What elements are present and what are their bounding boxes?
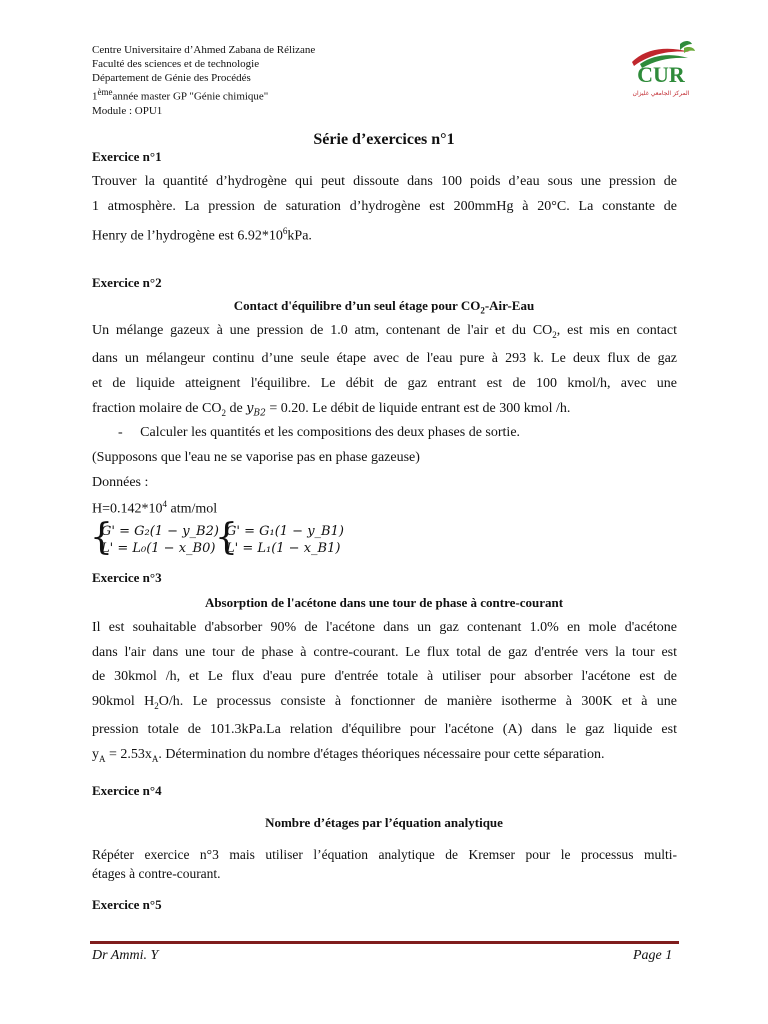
text-line: $y_A = 2.53x_A$. Détermination du nombre d'étages théoriques nécessaire pour cette séparation. — [92, 746, 605, 764]
exercise-3-heading: Exercice n°3 — [92, 570, 162, 585]
data-label: Données : — [92, 475, 149, 490]
equation: G' = G₂(1 − y_B2) — [101, 524, 219, 539]
exercise-1-text — [92, 170, 677, 249]
cur-logo-icon — [624, 38, 698, 100]
text-line: Henry de l’hydrogène est $6.92*10^6kPa$. — [92, 226, 312, 244]
exercise-3-text — [92, 616, 677, 771]
footer-author: Dr Ammi. Y — [92, 948, 159, 963]
cur-logo — [624, 38, 698, 100]
department-name: Département de Génie des Procédés — [92, 72, 251, 84]
exercise-4-text — [92, 845, 677, 883]
text-line: pression totale de 101.3kPa.La relation d'équilibre pour l'acétone (A) dans le gaz liquide est — [92, 722, 677, 738]
logo-text: CUR — [637, 62, 685, 87]
text-line: Trouver la quantité d’hydrogène qui peut dissoute dans 100 poids d’eau sous une pression de — [92, 174, 677, 189]
text-line: 1 atmosphère. La pression de saturation d’hydrogène est 200mmHg à 20°C. La constante de — [92, 198, 677, 214]
text-line: Répéter exercice n°3 mais utiliser l’équation analytique de Kremser pour le processus multi- — [92, 847, 677, 862]
exercise-3-subtitle: Absorption de l'acétone dans une tour de phase à contre-courant — [204, 595, 564, 610]
equation: L' = L₀(1 − x_B0) — [101, 541, 216, 556]
equation-systems — [90, 517, 352, 558]
equation: L' = L₁(1 − x_B1) — [226, 541, 341, 556]
text-line: de 30kmol /h, et Le flux d'eau pure d'entrée totale à utiliser pour absorber l'acétone est de — [92, 669, 677, 685]
brace-icon: { — [90, 517, 113, 558]
text-line: Il est souhaitable d'absorber 90% de l'acétone dans un gaz contenant 1.0% en mole d'acétone — [92, 620, 677, 635]
footer-divider — [90, 941, 679, 944]
equation: G' = G₁(1 − y_B1) — [226, 524, 344, 539]
exercise-5-heading: Exercice n°5 — [92, 897, 162, 912]
institution-name: Centre Universitaire d’Ahmed Zabana de Rélizane — [92, 44, 316, 56]
module-line: Module : OPU1 — [92, 104, 163, 117]
exercise-2-subtitle: Contact d'équilibre d’un seul étage pour $CO_2-Air$-Eau — [233, 298, 535, 316]
text-line: fraction molaire de $CO_2$ de $y_{B2} = 0.20$. Le débit de liquide entrant est de 300 kmol /h. — [92, 400, 571, 419]
text-line: et de liquide atteignent l'équilibre. Le débit de gaz entrant est de 100 kmol/h, avec une — [92, 375, 677, 391]
exercise-2-note: (Supposons que l'eau ne se vaporise pas en phase gazeuse) — [92, 450, 420, 465]
brace-icon: { — [215, 517, 238, 558]
text-line: dans un mélangeur continu d’une seule étape avec de l'eau pure à 293 k. Le deux flux de gaz — [92, 351, 677, 367]
text-line: dans l'air dans une tour de phase à contre-courant. Le flux total de gaz d'entrée vers la tour est — [92, 644, 677, 660]
exercise-4-subtitle: Nombre d’étages par l’équation analytique — [265, 815, 503, 830]
exercise-1-heading: Exercice n°1 — [92, 149, 162, 164]
text-line: étages à contre-courant. — [92, 866, 221, 881]
footer-page-number: Page 1 — [633, 948, 673, 963]
logo-subtext: المركز الجامعي غليزان — [632, 90, 690, 97]
henry-constant: $H=0.142*10^4$ atm/mol — [92, 499, 218, 517]
exercise-2-heading: Exercice n°2 — [92, 275, 162, 290]
year-line: 1èmeannée master GP "Génie chimique" — [92, 87, 269, 103]
faculty-name: Faculté des sciences et de technologie — [92, 58, 260, 70]
header-block — [92, 43, 315, 118]
text-line: 90kmol $H_2O/h$. Le processus consiste à fonctionner de manière isotherme à 300K et à une — [92, 693, 677, 711]
exercise-4-heading: Exercice n°4 — [92, 783, 162, 798]
text-line: Un mélange gazeux à une pression de 1.0 atm, contenant de l'air et du $CO_2$, est mis en contact — [92, 323, 677, 340]
page-title: Série d’exercices n°1 — [313, 131, 455, 148]
exercise-2-text — [92, 319, 677, 426]
exercise-2-task: - Calculer les quantités et les compositions des deux phases de sortie. — [118, 425, 521, 440]
